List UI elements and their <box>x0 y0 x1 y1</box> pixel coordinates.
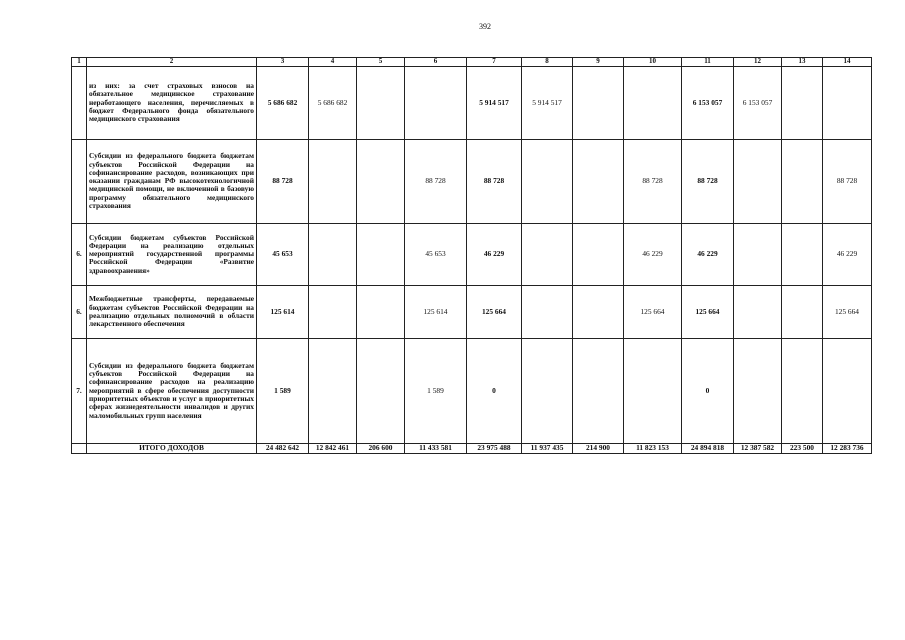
col-header: 14 <box>823 58 872 67</box>
row-description: Субсидии из федерального бюджета бюджетам субъектов Российской Федерации на софинансирование расходов, возникающих при оказании гражданам РФ высокотехнологичной медицинской помощи, не включенной в базовую программу обязательного медицинского страхования <box>87 139 257 223</box>
col-header: 4 <box>309 58 357 67</box>
total-value: 24 482 642 <box>257 443 309 453</box>
cell-value: 125 664 <box>682 285 734 338</box>
cell-value <box>522 223 573 285</box>
col-header: 3 <box>257 58 309 67</box>
cell-value: 1 589 <box>257 338 309 443</box>
row-description: из них: за счет страховых взносов на обязательное медицинское страхование неработающего населения, перечисляемых в бюджет Федерального фонда обязательного медицинского страхования <box>87 66 257 139</box>
cell-value <box>782 139 823 223</box>
col-header: 8 <box>522 58 573 67</box>
col-header: 2 <box>87 58 257 67</box>
cell-value: 0 <box>467 338 522 443</box>
cell-value: 5 914 517 <box>467 66 522 139</box>
total-value: 11 937 435 <box>522 443 573 453</box>
col-header: 9 <box>573 58 624 67</box>
total-value: 12 842 461 <box>309 443 357 453</box>
cell-value: 88 728 <box>624 139 682 223</box>
cell-value <box>405 66 467 139</box>
cell-value <box>573 338 624 443</box>
col-header: 12 <box>734 58 782 67</box>
row-number: 6. <box>72 223 87 285</box>
cell-value: 46 229 <box>467 223 522 285</box>
cell-value <box>782 338 823 443</box>
col-header: 11 <box>682 58 734 67</box>
row-number: 6. <box>72 285 87 338</box>
cell-value <box>309 338 357 443</box>
table-row <box>72 223 872 285</box>
cell-value: 125 664 <box>823 285 872 338</box>
col-header: 10 <box>624 58 682 67</box>
cell-value: 46 229 <box>823 223 872 285</box>
cell-value <box>309 139 357 223</box>
cell-value: 46 229 <box>682 223 734 285</box>
cell-value: 5 914 517 <box>522 66 573 139</box>
cell-value: 88 728 <box>682 139 734 223</box>
total-value: 23 975 488 <box>467 443 522 453</box>
cell-value <box>522 285 573 338</box>
row-description: Субсидии бюджетам субъектов Российской Федерации на реализацию отдельных мероприятий государственной программы Российской Федерации «Развитие здравоохранения» <box>87 223 257 285</box>
cell-value: 88 728 <box>405 139 467 223</box>
col-header: 7 <box>467 58 522 67</box>
cell-value <box>734 223 782 285</box>
col-header: 5 <box>357 58 405 67</box>
table-row <box>72 139 872 223</box>
cell-value: 6 153 057 <box>734 66 782 139</box>
cell-value <box>573 139 624 223</box>
total-value: 206 600 <box>357 443 405 453</box>
row-number <box>72 139 87 223</box>
cell-value: 125 614 <box>405 285 467 338</box>
cell-value: 5 686 682 <box>257 66 309 139</box>
cell-value <box>357 139 405 223</box>
total-value: 223 500 <box>782 443 823 453</box>
header-row <box>72 58 872 67</box>
cell-value: 125 664 <box>467 285 522 338</box>
total-row <box>72 443 872 453</box>
cell-value <box>522 139 573 223</box>
cell-value: 5 686 682 <box>309 66 357 139</box>
cell-value <box>309 223 357 285</box>
table-row <box>72 338 872 443</box>
row-description: Субсидии из федерального бюджета бюджетам субъектов Российской Федерации на софинансирование расходов на реализацию мероприятий в сфере обеспечения доступности приоритетных объектов и услуг в приоритетных сферах жизнедеятельности инвалидов и других маломобильных групп населения <box>87 338 257 443</box>
total-value: 11 823 153 <box>624 443 682 453</box>
cell-value: 125 664 <box>624 285 682 338</box>
total-value: 11 433 581 <box>405 443 467 453</box>
cell-value: 46 229 <box>624 223 682 285</box>
budget-table <box>71 57 872 454</box>
cell-value <box>823 338 872 443</box>
cell-value <box>573 223 624 285</box>
cell-value <box>624 66 682 139</box>
cell-value: 45 653 <box>257 223 309 285</box>
col-header: 1 <box>72 58 87 67</box>
cell-value <box>309 285 357 338</box>
total-number-cell <box>72 443 87 453</box>
cell-value <box>573 285 624 338</box>
cell-value <box>573 66 624 139</box>
cell-value <box>734 139 782 223</box>
cell-value: 88 728 <box>467 139 522 223</box>
cell-value <box>522 338 573 443</box>
row-number <box>72 66 87 139</box>
cell-value: 88 728 <box>257 139 309 223</box>
cell-value <box>734 285 782 338</box>
total-value: 214 900 <box>573 443 624 453</box>
cell-value: 6 153 057 <box>682 66 734 139</box>
cell-value <box>357 223 405 285</box>
page-number: 392 <box>479 22 491 31</box>
total-value: 12 387 582 <box>734 443 782 453</box>
cell-value <box>734 338 782 443</box>
total-label: ИТОГО ДОХОДОВ <box>87 443 257 453</box>
row-description: Межбюджетные трансферты, передаваемые бюджетам субъектов Российской Федерации на реализацию отдельных полномочий в области лекарственного обеспечения <box>87 285 257 338</box>
cell-value: 45 653 <box>405 223 467 285</box>
table-row <box>72 66 872 139</box>
total-value: 24 894 818 <box>682 443 734 453</box>
cell-value: 88 728 <box>823 139 872 223</box>
cell-value <box>357 338 405 443</box>
col-header: 13 <box>782 58 823 67</box>
cell-value: 125 614 <box>257 285 309 338</box>
table-row <box>72 285 872 338</box>
col-header: 6 <box>405 58 467 67</box>
cell-value <box>782 285 823 338</box>
cell-value <box>357 285 405 338</box>
cell-value: 0 <box>682 338 734 443</box>
row-number: 7. <box>72 338 87 443</box>
cell-value <box>624 338 682 443</box>
cell-value <box>782 66 823 139</box>
cell-value: 1 589 <box>405 338 467 443</box>
total-value: 12 283 736 <box>823 443 872 453</box>
cell-value <box>357 66 405 139</box>
cell-value <box>782 223 823 285</box>
cell-value <box>823 66 872 139</box>
